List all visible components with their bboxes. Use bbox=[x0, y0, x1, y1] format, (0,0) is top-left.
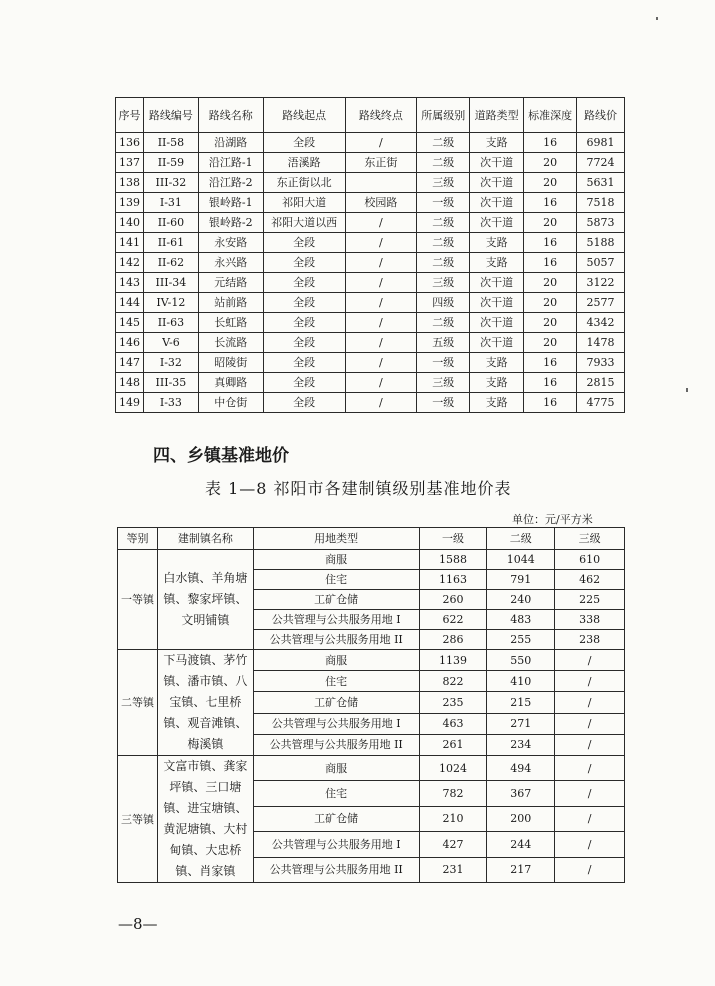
table-row bbox=[116, 293, 625, 313]
column-header: 路线名称 bbox=[198, 98, 263, 133]
table-cell: 5631 bbox=[577, 173, 625, 193]
table-cell: / bbox=[345, 273, 417, 293]
section-heading: 四、乡镇基准地价 bbox=[153, 446, 289, 466]
table-row bbox=[118, 550, 625, 570]
table-cell: 1044 bbox=[487, 550, 555, 570]
table-cell: 225 bbox=[555, 590, 625, 610]
table-cell: 463 bbox=[419, 713, 487, 734]
table-cell: 622 bbox=[419, 610, 487, 630]
table-cell: 338 bbox=[555, 610, 625, 630]
town-table-header bbox=[118, 528, 625, 550]
town-names-cell: 下马渡镇、茅竹镇、潘市镇、八宝镇、七里桥镇、观音滩镇、梅溪镇 bbox=[157, 650, 253, 756]
table-cell: 231 bbox=[419, 857, 487, 882]
table-cell: 一级 bbox=[417, 193, 470, 213]
table-cell: 二级 bbox=[417, 153, 470, 173]
table-cell: 20 bbox=[524, 213, 577, 233]
table-cell: 782 bbox=[419, 781, 487, 806]
tier-cell: 三等镇 bbox=[118, 756, 158, 883]
table-cell: 260 bbox=[419, 590, 487, 610]
table-cell: 全段 bbox=[263, 313, 345, 333]
table-cell: 20 bbox=[524, 273, 577, 293]
table-cell: 1478 bbox=[577, 333, 625, 353]
table-cell: 祁阳大道 bbox=[263, 193, 345, 213]
table-cell: 公共管理与公共服务用地 I bbox=[253, 713, 419, 734]
table-cell: 住宅 bbox=[253, 781, 419, 806]
table-cell: 次干道 bbox=[470, 193, 524, 213]
table-cell: 138 bbox=[116, 173, 144, 193]
table-row bbox=[118, 650, 625, 671]
table-cell: 住宅 bbox=[253, 671, 419, 692]
table-cell: 20 bbox=[524, 293, 577, 313]
table-cell: / bbox=[345, 233, 417, 253]
table-cell: 三级 bbox=[417, 273, 470, 293]
column-header: 序号 bbox=[116, 98, 144, 133]
table-row bbox=[116, 173, 625, 193]
scan-mark bbox=[656, 17, 658, 20]
table-cell: 20 bbox=[524, 153, 577, 173]
table-cell: / bbox=[345, 393, 417, 413]
tier-cell: 二等镇 bbox=[118, 650, 158, 756]
scan-mark bbox=[686, 388, 688, 392]
table-row bbox=[116, 373, 625, 393]
table-cell: 支路 bbox=[470, 373, 524, 393]
table-cell: 144 bbox=[116, 293, 144, 313]
town-price-table bbox=[117, 527, 625, 883]
table-cell: 16 bbox=[524, 393, 577, 413]
table-cell: III-34 bbox=[143, 273, 198, 293]
table-cell: 145 bbox=[116, 313, 144, 333]
table-cell: 210 bbox=[419, 806, 487, 831]
table-cell: 支路 bbox=[470, 353, 524, 373]
table-cell: 站前路 bbox=[198, 293, 263, 313]
table-cell: 长流路 bbox=[198, 333, 263, 353]
table-cell: 商服 bbox=[253, 756, 419, 781]
table-cell: 浯溪路 bbox=[263, 153, 345, 173]
road-price-table bbox=[115, 97, 625, 413]
table-cell: 次干道 bbox=[470, 213, 524, 233]
table-cell: 2577 bbox=[577, 293, 625, 313]
table-cell: 东正街 bbox=[345, 153, 417, 173]
tier-cell: 一等镇 bbox=[118, 550, 158, 650]
table-cell: 二级 bbox=[417, 253, 470, 273]
table-cell: 一级 bbox=[417, 393, 470, 413]
table-cell: 16 bbox=[524, 233, 577, 253]
table-cell: 次干道 bbox=[470, 273, 524, 293]
column-header: 路线价 bbox=[577, 98, 625, 133]
table-cell: 商服 bbox=[253, 550, 419, 570]
column-header: 标准深度 bbox=[524, 98, 577, 133]
table-cell: 410 bbox=[487, 671, 555, 692]
table-cell: 全段 bbox=[263, 293, 345, 313]
table-caption: 表 1—8 祁阳市各建制镇级别基准地价表 bbox=[205, 479, 512, 498]
table-cell: / bbox=[345, 253, 417, 273]
table-cell: 银岭路-2 bbox=[198, 213, 263, 233]
table-cell: / bbox=[555, 832, 625, 857]
table-row bbox=[116, 273, 625, 293]
table-cell: 141 bbox=[116, 233, 144, 253]
table-cell: 483 bbox=[487, 610, 555, 630]
table-cell: 二级 bbox=[417, 233, 470, 253]
table-cell: 137 bbox=[116, 153, 144, 173]
table-cell: 5188 bbox=[577, 233, 625, 253]
table-cell: 1588 bbox=[419, 550, 487, 570]
table-cell: 全段 bbox=[263, 253, 345, 273]
table-cell: 真卿路 bbox=[198, 373, 263, 393]
table-cell: 工矿仓储 bbox=[253, 806, 419, 831]
table-cell: 494 bbox=[487, 756, 555, 781]
table-cell: 610 bbox=[555, 550, 625, 570]
table-cell: 公共管理与公共服务用地 II bbox=[253, 630, 419, 650]
column-header: 路线编号 bbox=[143, 98, 198, 133]
table-cell: 沿江路-1 bbox=[198, 153, 263, 173]
table-cell: 全段 bbox=[263, 333, 345, 353]
table-cell: 一级 bbox=[417, 353, 470, 373]
road-table-header bbox=[116, 98, 625, 133]
table-cell: 三级 bbox=[417, 173, 470, 193]
table-row bbox=[116, 333, 625, 353]
table-cell: / bbox=[345, 333, 417, 353]
table-cell: 校园路 bbox=[345, 193, 417, 213]
table-cell: 全段 bbox=[263, 393, 345, 413]
table-row bbox=[116, 313, 625, 333]
table-cell: 工矿仓储 bbox=[253, 590, 419, 610]
table-cell: 427 bbox=[419, 832, 487, 857]
table-row bbox=[116, 393, 625, 413]
table-cell: III-32 bbox=[143, 173, 198, 193]
table-cell: / bbox=[345, 293, 417, 313]
table-row bbox=[116, 353, 625, 373]
table-cell: 永兴路 bbox=[198, 253, 263, 273]
table-cell: 791 bbox=[487, 570, 555, 590]
table-cell: 商服 bbox=[253, 650, 419, 671]
table-cell: 147 bbox=[116, 353, 144, 373]
table-cell: 16 bbox=[524, 373, 577, 393]
table-cell: / bbox=[555, 713, 625, 734]
table-cell: I-31 bbox=[143, 193, 198, 213]
table-cell: / bbox=[345, 133, 417, 153]
table-cell: 148 bbox=[116, 373, 144, 393]
table-cell: 长虹路 bbox=[198, 313, 263, 333]
table-cell: I-32 bbox=[143, 353, 198, 373]
table-cell: II-62 bbox=[143, 253, 198, 273]
table-cell: II-59 bbox=[143, 153, 198, 173]
table-cell: 7933 bbox=[577, 353, 625, 373]
table-cell: / bbox=[345, 213, 417, 233]
table-cell: 1024 bbox=[419, 756, 487, 781]
table-cell: / bbox=[555, 781, 625, 806]
table-cell: 三级 bbox=[417, 373, 470, 393]
table-cell: 全段 bbox=[263, 233, 345, 253]
table-cell: / bbox=[555, 756, 625, 781]
table-cell: II-58 bbox=[143, 133, 198, 153]
table-cell: / bbox=[555, 650, 625, 671]
column-header: 路线起点 bbox=[263, 98, 345, 133]
table-cell: 235 bbox=[419, 692, 487, 713]
table-cell: 238 bbox=[555, 630, 625, 650]
table-cell: 支路 bbox=[470, 393, 524, 413]
table-cell: 240 bbox=[487, 590, 555, 610]
table-cell: 215 bbox=[487, 692, 555, 713]
table-cell: 16 bbox=[524, 193, 577, 213]
table-row bbox=[116, 133, 625, 153]
town-names-cell: 白水镇、羊角塘镇、黎家坪镇、文明铺镇 bbox=[157, 550, 253, 650]
table-cell: 286 bbox=[419, 630, 487, 650]
town-names-cell: 文富市镇、龚家坪镇、三口塘镇、进宝塘镇、黄泥塘镇、大村甸镇、大忠桥镇、肖家镇 bbox=[157, 756, 253, 883]
table-cell: 255 bbox=[487, 630, 555, 650]
table-cell: V-6 bbox=[143, 333, 198, 353]
table-cell: 822 bbox=[419, 671, 487, 692]
column-header: 等别 bbox=[118, 528, 158, 550]
table-cell: / bbox=[555, 671, 625, 692]
table-cell: 工矿仓储 bbox=[253, 692, 419, 713]
table-cell: 271 bbox=[487, 713, 555, 734]
column-header: 所属级别 bbox=[417, 98, 470, 133]
table-cell: II-60 bbox=[143, 213, 198, 233]
table-cell: 4342 bbox=[577, 313, 625, 333]
column-header: 路线终点 bbox=[345, 98, 417, 133]
table-cell: 中仓街 bbox=[198, 393, 263, 413]
table-cell: 143 bbox=[116, 273, 144, 293]
table-cell: 五级 bbox=[417, 333, 470, 353]
table-row bbox=[116, 193, 625, 213]
table-cell: 支路 bbox=[470, 253, 524, 273]
column-header: 道路类型 bbox=[470, 98, 524, 133]
table-cell: 6981 bbox=[577, 133, 625, 153]
table-cell: 支路 bbox=[470, 233, 524, 253]
column-header: 二级 bbox=[487, 528, 555, 550]
table-cell: / bbox=[345, 373, 417, 393]
table-cell: 5057 bbox=[577, 253, 625, 273]
table-cell: 20 bbox=[524, 333, 577, 353]
table-cell: 东正街以北 bbox=[263, 173, 345, 193]
table-cell: / bbox=[345, 353, 417, 373]
table-cell: 次干道 bbox=[470, 173, 524, 193]
column-header: 三级 bbox=[555, 528, 625, 550]
unit-note: 单位：元/平方米 bbox=[512, 513, 593, 526]
column-header: 一级 bbox=[419, 528, 487, 550]
table-cell: 四级 bbox=[417, 293, 470, 313]
column-header: 用地类型 bbox=[253, 528, 419, 550]
table-row bbox=[116, 233, 625, 253]
table-cell: I-33 bbox=[143, 393, 198, 413]
table-cell: 217 bbox=[487, 857, 555, 882]
table-cell: II-63 bbox=[143, 313, 198, 333]
table-cell: 140 bbox=[116, 213, 144, 233]
table-cell: 2815 bbox=[577, 373, 625, 393]
table-cell: 5873 bbox=[577, 213, 625, 233]
table-cell: / bbox=[555, 806, 625, 831]
table-cell: 149 bbox=[116, 393, 144, 413]
table-cell: 7724 bbox=[577, 153, 625, 173]
table-cell: 全段 bbox=[263, 353, 345, 373]
table-cell: 16 bbox=[524, 353, 577, 373]
table-cell: 367 bbox=[487, 781, 555, 806]
table-cell: 142 bbox=[116, 253, 144, 273]
table-cell: 16 bbox=[524, 253, 577, 273]
table-cell: 公共管理与公共服务用地 II bbox=[253, 734, 419, 755]
table-cell: 20 bbox=[524, 173, 577, 193]
table-cell: 支路 bbox=[470, 133, 524, 153]
table-cell: 550 bbox=[487, 650, 555, 671]
table-cell: 次干道 bbox=[470, 293, 524, 313]
table-cell: 20 bbox=[524, 313, 577, 333]
table-cell: 元结路 bbox=[198, 273, 263, 293]
table-cell: 二级 bbox=[417, 133, 470, 153]
table-row bbox=[116, 213, 625, 233]
table-cell: II-61 bbox=[143, 233, 198, 253]
table-cell: 二级 bbox=[417, 213, 470, 233]
table-cell: 沿湖路 bbox=[198, 133, 263, 153]
table-cell: 234 bbox=[487, 734, 555, 755]
table-row bbox=[118, 756, 625, 781]
table-cell: / bbox=[555, 734, 625, 755]
table-cell: III-35 bbox=[143, 373, 198, 393]
table-cell: 永安路 bbox=[198, 233, 263, 253]
table-row bbox=[116, 153, 625, 173]
table-cell: 1139 bbox=[419, 650, 487, 671]
table-cell: 公共管理与公共服务用地 II bbox=[253, 857, 419, 882]
table-cell: 200 bbox=[487, 806, 555, 831]
table-cell: / bbox=[555, 857, 625, 882]
table-cell: 次干道 bbox=[470, 153, 524, 173]
table-cell: 住宅 bbox=[253, 570, 419, 590]
table-cell: IV-12 bbox=[143, 293, 198, 313]
table-cell: 沿江路-2 bbox=[198, 173, 263, 193]
table-cell: 公共管理与公共服务用地 I bbox=[253, 610, 419, 630]
table-cell: 4775 bbox=[577, 393, 625, 413]
table-cell: 3122 bbox=[577, 273, 625, 293]
page-number: —8— bbox=[118, 915, 158, 933]
table-row bbox=[116, 253, 625, 273]
table-cell: 261 bbox=[419, 734, 487, 755]
table-cell: 244 bbox=[487, 832, 555, 857]
table-cell: 次干道 bbox=[470, 313, 524, 333]
table-cell: 462 bbox=[555, 570, 625, 590]
table-cell: 16 bbox=[524, 133, 577, 153]
table-cell: 银岭路-1 bbox=[198, 193, 263, 213]
table-cell: 祁阳大道以西 bbox=[263, 213, 345, 233]
table-cell: 公共管理与公共服务用地 I bbox=[253, 832, 419, 857]
table-cell: 全段 bbox=[263, 133, 345, 153]
table-cell: 139 bbox=[116, 193, 144, 213]
table-cell: 136 bbox=[116, 133, 144, 153]
table-cell: 次干道 bbox=[470, 333, 524, 353]
table-cell: / bbox=[345, 313, 417, 333]
table-cell bbox=[345, 173, 417, 193]
table-cell: 二级 bbox=[417, 313, 470, 333]
column-header: 建制镇名称 bbox=[157, 528, 253, 550]
table-cell: 146 bbox=[116, 333, 144, 353]
table-cell: 昭陵街 bbox=[198, 353, 263, 373]
table-cell: 全段 bbox=[263, 273, 345, 293]
table-cell: 1163 bbox=[419, 570, 487, 590]
table-cell: / bbox=[555, 692, 625, 713]
table-cell: 7518 bbox=[577, 193, 625, 213]
table-cell: 全段 bbox=[263, 373, 345, 393]
